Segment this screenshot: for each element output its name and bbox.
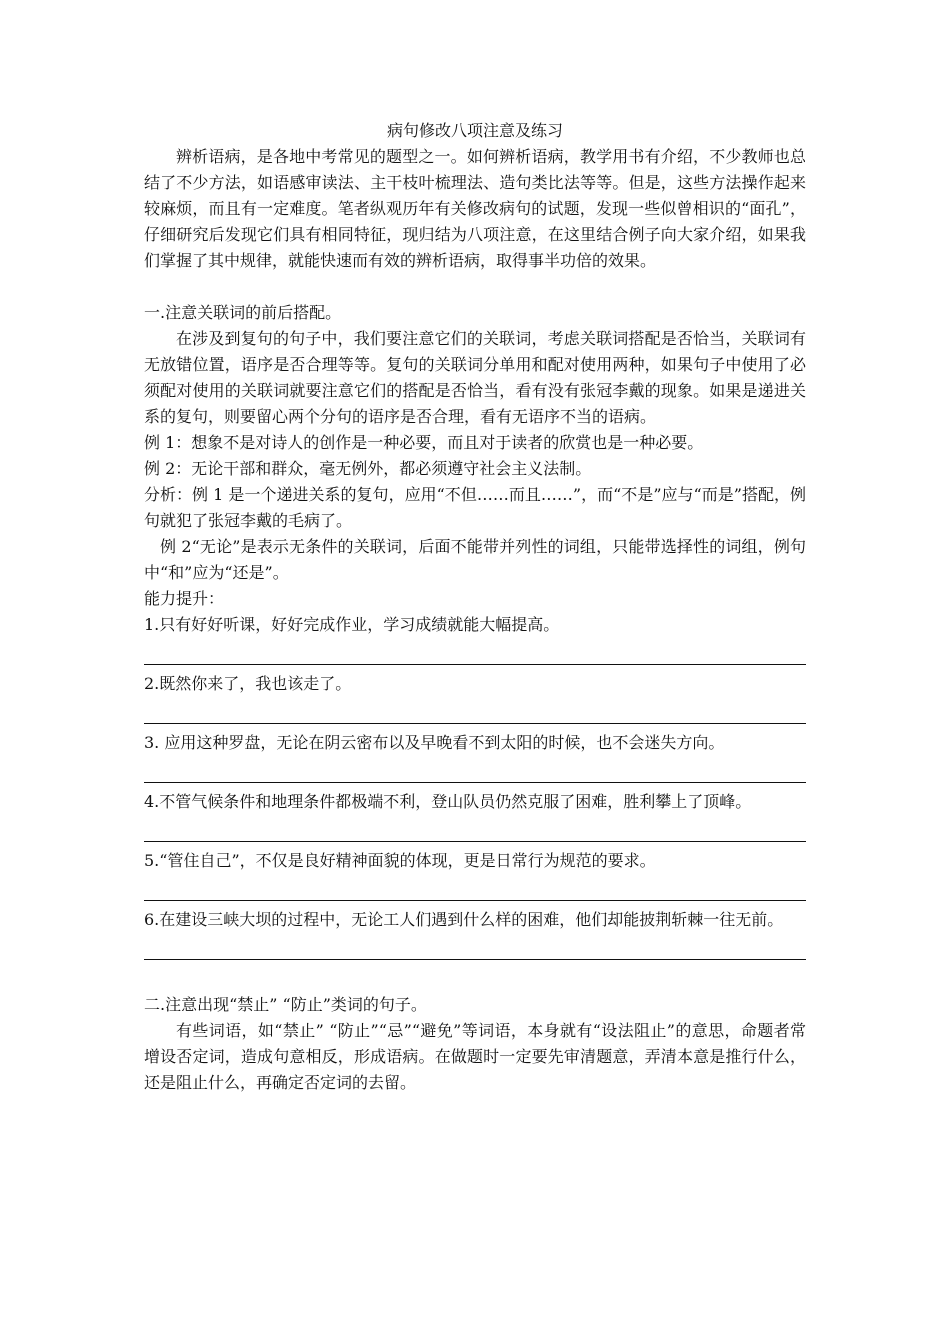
spacer — [144, 274, 806, 300]
practice-question-2: 2.既然你来了，我也该走了。 — [144, 674, 352, 693]
practice-question-4: 4.不管气候条件和地理条件都极端不利，登山队员仍然克服了困难，胜利攀上了顶峰。 — [144, 792, 752, 811]
practice-label: 能力提升： — [144, 589, 225, 608]
answer-line-5[interactable] — [144, 874, 806, 901]
document-page — [144, 118, 806, 1096]
practice-question-1: 1.只有好好听课，好好完成作业，学习成绩就能大幅提高。 — [144, 615, 560, 634]
spacer — [144, 966, 806, 992]
answer-line-3[interactable] — [144, 756, 806, 783]
practice-question-6: 6.在建设三峡大坝的过程中，无论工人们遇到什么样的困难，他们却能披荆斩棘一往无前。 — [144, 910, 784, 929]
answer-line-6[interactable] — [144, 933, 806, 960]
practice-question-3: 3. 应用这种罗盘，无论在阴云密布以及早晚看不到太阳的时候，也不会迷失方向。 — [144, 733, 725, 752]
section1-heading: 一.注意关联词的前后搭配。 — [144, 303, 342, 322]
example-2: 例 2：无论干部和群众，毫无例外，都必须遵守社会主义法制。 — [144, 459, 592, 478]
practice-question-5: 5.“管住自己”，不仅是良好精神面貌的体现，更是日常行为规范的要求。 — [144, 851, 656, 870]
example-1: 例 1：想象不是对诗人的创作是一种必要，而且对于读者的欣赏也是一种必要。 — [144, 433, 704, 452]
answer-line-2[interactable] — [144, 697, 806, 724]
section1-body: 在涉及到复句的句子中，我们要注意它们的关联词，考虑关联词搭配是否恰当，关联词有无放错位置，语序是否合理等等。复句的关联词分单用和配对使用两种，如果句子中使用了必须配对使用的关联词就要注意它们的搭配是否恰当，看有没有张冠李戴的现象。如果是递进关系的复句，则要留心两个分句的语序是否合理，看有无语序不当的语病。 — [144, 329, 806, 426]
analysis-2: 例 2“无论”是表示无条件的关联词，后面不能带并列性的词组，只能带选择性的词组，例句中“和”应为“还是”。 — [144, 537, 806, 582]
answer-line-4[interactable] — [144, 815, 806, 842]
section2-body: 有些词语，如“禁止” “防止”“忌”“避免”等词语，本身就有“设法阻止”的意思，命题者常增设否定词，造成句意相反，形成语病。在做题时一定要先审清题意，弄清本意是推行什么，还是阻止什么，再确定否定词的去留。 — [144, 1021, 806, 1092]
document-title: 病句修改八项注意及练习 — [386, 121, 563, 140]
section2-heading: 二.注意出现“禁止” “防止”类词的句子。 — [144, 995, 427, 1014]
intro-paragraph: 辨析语病，是各地中考常见的题型之一。如何辨析语病，教学用书有介绍，不少教师也总结了不少方法，如语感审读法、主干枝叶梳理法、造句类比法等等。但是，这些方法操作起来较麻烦，而且有一定难度。笔者纵观历年有关修改病句的试题，发现一些似曾相识的“面孔”，仔细研究后发现它们具有相同特征，现归结为八项注意，在这里结合例子向大家介绍，如果我们掌握了其中规律，就能快速而有效的辨析语病，取得事半功倍的效果。 — [144, 147, 806, 270]
answer-line-1[interactable] — [144, 638, 806, 665]
analysis-1: 分析：例 1 是一个递进关系的复句，应用“不但……而且……”，而“不是”应与“而是”搭配，例句就犯了张冠李戴的毛病了。 — [144, 485, 806, 530]
